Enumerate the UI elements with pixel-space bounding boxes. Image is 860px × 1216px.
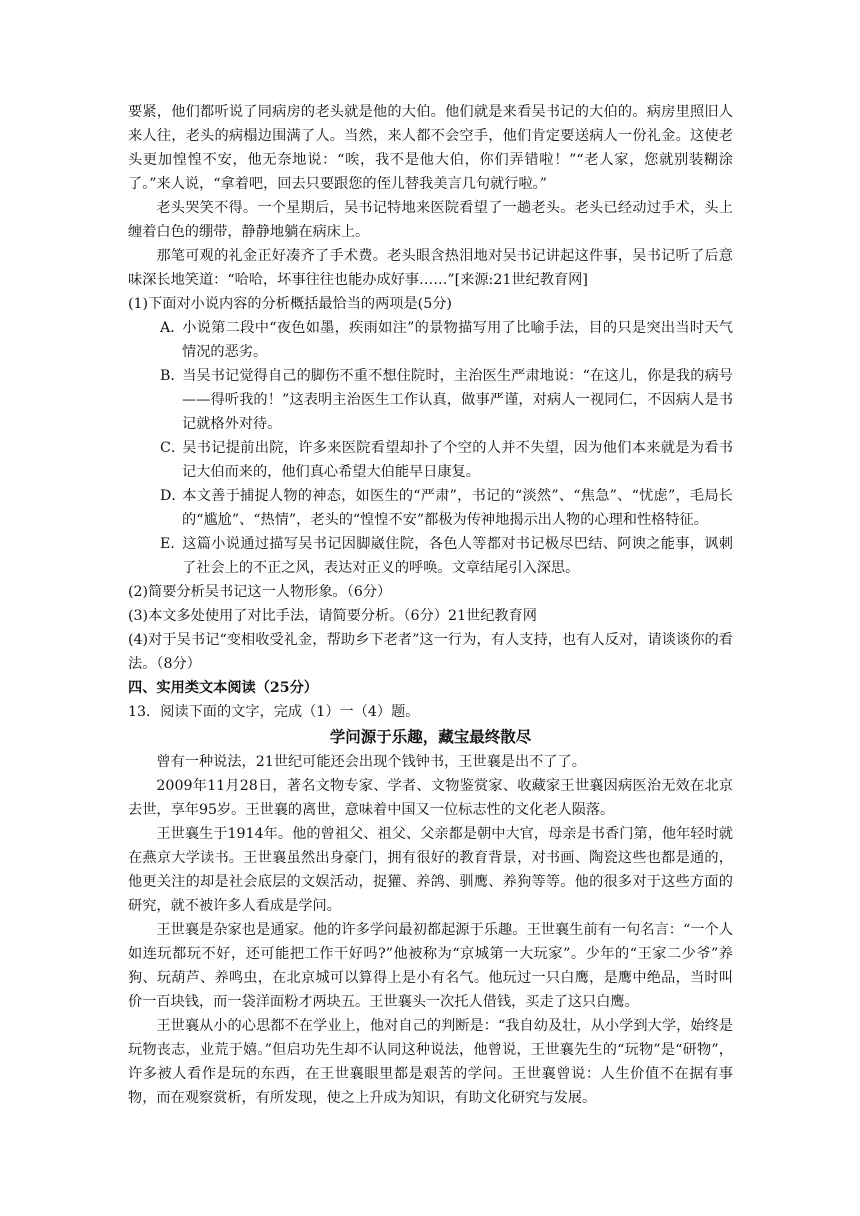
option-c [128,436,733,484]
option-text: 这篇小说通过描写吴书记因脚崴住院，各色人等都对书记极尽巴结、阿谀之能事，讽刺了社会上的不正之风，表达对正义的呼唤。文章结尾引入深思。 [182,536,733,576]
option-d [128,484,733,532]
option-letter: E． [160,536,185,552]
question-3: (3)本文多处使用了对比手法，请简要分析。（6分）21世纪教育网 [128,608,537,624]
question-2: (2)简要分析吴书记这一人物形象。（6分） [128,584,392,600]
option-text: 小说第二段中“夜色如墨，疾雨如注”的景物描写用了比喻手法，目的只是突出当时天气情况的恶劣。 [182,320,733,360]
option-letter: C． [160,440,186,456]
option-text: 本文善于捕捉人物的神态，如医生的“严肃”，书记的“淡然”、“焦急”、“忧虑”，毛局长的“尴尬”、“热情”，老头的“惶惶不安”都极为传神地揭示出人物的心理和性格特征。 [182,488,733,528]
article-paragraph-4: 王世襄是杂家也是通家。他的许多学问最初都起源于乐趣。王世襄生前有一句名言：“一个人如连玩都玩不好，还可能把工作干好吗?”他被称为“京城第一大玩家”。少年的“王家二少爷”养狗、玩葫芦、养鸣虫，在北京城可以算得上是小有名气。他玩过一只白鹰，是鹰中绝品，当时叫价一百块钱，而一袋洋面粉才两块五。王世襄头一次托人借钱，买走了这只白鹰。 [128,922,733,1010]
question-13-instruction: 13．阅读下面的文字，完成（1）一（4）题。 [128,704,420,720]
article-paragraph-5: 王世襄从小的心思都不在学业上，他对自己的判断是：“我自幼及壮，从小学到大学，始终是玩物丧志，业荒于嬉。”但启功先生却不认同这种说法，他曾说，王世襄先生的“玩物”是“研物”，许多被人看作是玩的东西，在王世襄眼里都是艰苦的学问。王世襄曾说：人生价值不在据有事物，而在观察赏析，有所发现，使之上升成为知识，有助文化研究与发展。 [128,1018,733,1106]
document-page [128,100,733,1110]
story-paragraph-1: 要紧，他们都听说了同病房的老头就是他的大伯。他们就是来看吴书记的大伯的。病房里照旧人来人往，老头的病榻边围满了人。当然，来人都不会空手，他们肯定要送病人一份礼金。这使老头更加惶惶不安，他无奈地说：“唉，我不是他大伯，你们弄错啦！”“老人家，您就别装糊涂了。”来人说，“拿着吧，回去只要跟您的侄儿替我美言几句就行啦。” [128,104,733,192]
article-paragraph-1: 曾有一种说法，21世纪可能还会出现个钱钟书，王世襄是出不了了。 [156,754,586,770]
section-4-heading: 四、实用类文本阅读（25分） [128,680,318,696]
question-4: (4)对于吴书记“变相收受礼金，帮助乡下老者”这一行为，有人支持，也有人反对，请谈谈你的看法。（8分） [128,632,733,672]
option-text: 当吴书记觉得自己的脚伤不重不想住院时，主治医生严肃地说：“在这儿，你是我的病号——得听我的！”这表明主治医生工作认真，做事严谨，对病人一视同仁，不因病人是书记就格外对待。 [182,368,733,432]
option-letter: D． [160,488,186,504]
article-title: 学问源于乐趣，藏宝最终散尽 [329,727,532,746]
option-e [128,532,733,580]
option-letter: B． [160,368,185,384]
option-b [128,364,733,436]
option-text: 吴书记提前出院，许多来医院看望却扑了个空的人并不失望，因为他们本来就是为看书记大伯而来的，他们真心希望大伯能早日康复。 [182,440,733,480]
article-paragraph-2: 2009年11月28日，著名文物专家、学者、文物鉴赏家、收藏家王世襄因病医治无效在北京去世，享年95岁。王世襄的离世，意味着中国又一位标志性的文化老人陨落。 [128,778,733,818]
question-1-options [128,316,733,580]
story-paragraph-3: 那笔可观的礼金正好凑齐了手术费。老头眼含热泪地对吴书记讲起这件事，吴书记听了后意味深长地笑道：“哈哈，坏事往往也能办成好事……”[来源:21世纪教育网] [128,248,733,288]
article-paragraph-3: 王世襄生于1914年。他的曾祖父、祖父、父亲都是朝中大官，母亲是书香门第，他年轻时就在燕京大学读书。王世襄虽然出身豪门，拥有很好的教育背景，对书画、陶瓷这些也都是通的，他更关注的却是社会底层的文娱活动，捉獾、养鸽、驯鹰、养狗等等。他的很多对于这些方面的研究，就不被许多人看成是学问。 [128,826,733,914]
story-paragraph-2: 老头哭笑不得。一个星期后，吴书记特地来医院看望了一趟老头。老头已经动过手术，头上缠着白色的绷带，静静地躺在病床上。 [128,200,733,240]
option-a [128,316,733,364]
question-1-stem: (1)下面对小说内容的分析概括最恰当的两项是(5分) [128,296,452,312]
option-letter: A． [160,320,185,336]
